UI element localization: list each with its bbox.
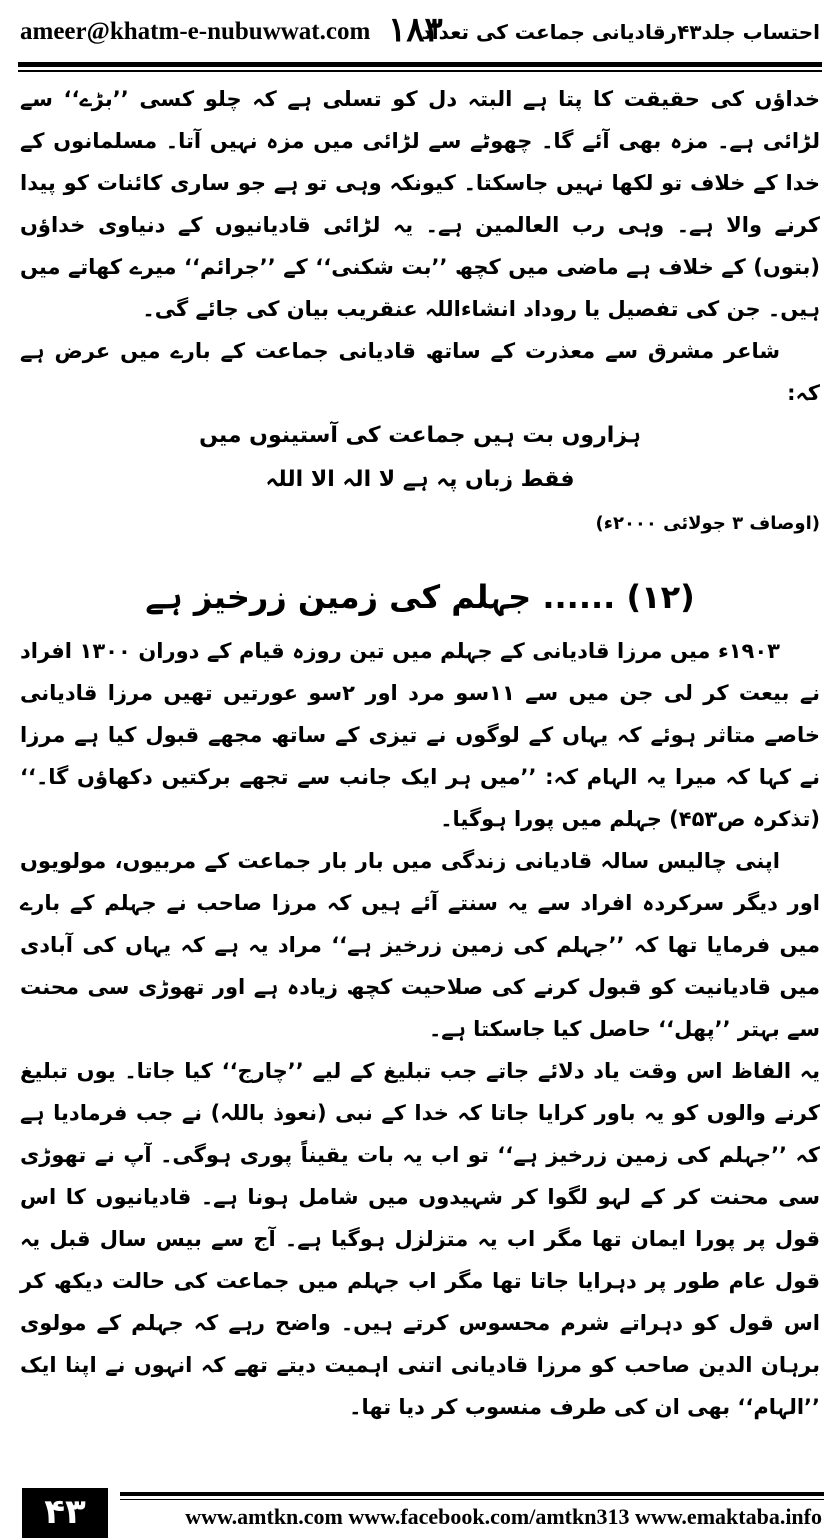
- page-header: [16, 8, 824, 58]
- paragraph: یہ الفاظ اس وقت یاد دلائے جاتے جب تبلیغ کے لیے ’’چارج‘‘ کیا جاتا۔ یوں تبلیغ کرنے والوں کو یہ باور کرایا جاتا کہ خدا کے نبی (نعوذ باللہ) نے جب فرمادیا ہے کہ ’’جہلم کی زمین زرخیز ہے‘‘ تو اب یہ بات یقیناً پوری ہوگی۔ آپ نے تھوڑی سی محنت کر کے لہو لگوا کر شہیدوں میں شامل ہونا ہے۔ قادیانیوں کا اس قول پر پورا ایمان تھا مگر اب یہ متزلزل ہوگیا ہے۔ آج سے بیس سال قبل یہ قول عام طور پر دہرایا جاتا تھا مگر اب جہلم میں جماعت کی حالت دیکھ کر اس قول کو دہراتے شرم محسوس کرتے ہیں۔ واضح رہے کہ جہلم کے مولوی برہان الدین صاحب کو مرزا قادیانی اتنی اہمیت دیتے تھے کہ انہوں نے اپنا ایک ’’الہام‘‘ بھی ان کی طرف منسوب کر دیا تھا۔: [20, 1059, 820, 1419]
- footer-rule-thick: [120, 1492, 824, 1496]
- verse-line: ہزاروں بت ہیں جماعت کی آستینوں میں: [199, 423, 641, 448]
- paragraph: ۱۹۰۳ء میں مرزا قادیانی کے جہلم میں تین روزہ قیام کے دوران ۱۳۰۰ افراد نے بیعت کر لی جن میں سے ۱۱سو مرد اور ۲سو عورتیں تھیں مرزا قادیانی خاصے متاثر ہوئے کہ یہاں کے لوگوں نے تیزی کے ساتھ مجھے قبول کیا ہے مرزا نے کہا کہ میرا یہ الہام کہ: ’’میں ہر ایک جانب سے تجھے برکتیں دکھاؤں گا۔‘‘ (تذکرہ ص۴۵۳) جہلم میں پورا ہوگیا۔: [20, 639, 821, 831]
- section-heading: (۱۲) ...... جہلم کی زمین زرخیز ہے: [145, 578, 695, 616]
- paragraph: اپنی چالیس سالہ قادیانی زندگی میں بار بار جماعت کے مربیوں، مولویوں اور دیگر سرکردہ افراد سے یہ سنتے آئے ہیں کہ مرزا صاحب نے جہلم کے بارے میں فرمایا تھا کہ ’’جہلم کی زمین زرخیز ہے‘‘ مراد یہ ہے کہ یہاں کی آبادی میں قادیانیت کو قبول کرنے کی صلاحیت کچھ زیادہ ہے اور تھوڑی سی محنت سے بہتر ’’پھل‘‘ حاصل کیا جاسکتا ہے۔: [20, 849, 820, 1041]
- footer-urls[interactable]: www.amtkn.com www.facebook.com/amtkn313 www.emaktaba.info: [185, 1504, 822, 1529]
- page-body: [20, 78, 820, 1428]
- header-title: احتساب جلد۴۳رقادیانی جماعت کی تعداد: [421, 20, 820, 44]
- paragraph: شاعر مشرق سے معذرت کے ساتھ قادیانی جماعت کے بارے میں عرض ہے کہ:: [20, 339, 820, 405]
- header-rule-thick: [18, 62, 822, 67]
- header-email[interactable]: ameer@khatm-e-nubuwwat.com: [20, 18, 371, 45]
- footer-page-number: ۴۳: [22, 1488, 108, 1538]
- page-footer: [0, 1488, 840, 1540]
- source-citation: (اوصاف ۳ جولائی ۲۰۰۰ء): [595, 513, 820, 534]
- paragraph: خداؤں کی حقیقت کا پتا ہے البتہ دل کو تسلی ہے کہ چلو کسی ’’بڑے‘‘ سے لڑائی ہے۔ مزہ بھی آئے گا۔ چھوٹے سے لڑائی میں مزہ نہیں آتا۔ مسلمانوں کے خدا کے خلاف تو لکھا نہیں جاسکتا۔ کیونکہ وہی تو ہے جو ساری کائنات کو پیدا کرنے والا ہے۔ وہی رب العالمین ہے۔ یہ لڑائی قادیانیوں کے دنیاوی خداؤں (بتوں) کے خلاف ہے ماضی میں کچھ ’’بت شکنی‘‘ کے ’’جرائم‘‘ میرے کھاتے میں ہیں۔ جن کی تفصیل یا روداد انشاءاللہ عنقریب بیان کی جائے گی۔: [20, 87, 820, 321]
- footer-rule-thin: [120, 1499, 824, 1500]
- verse-line: فقط زباں پہ ہے لا الہ الا اللہ: [265, 467, 575, 492]
- header-rule-thin: [18, 70, 822, 72]
- header-page-number: ۱۸۳: [388, 10, 443, 50]
